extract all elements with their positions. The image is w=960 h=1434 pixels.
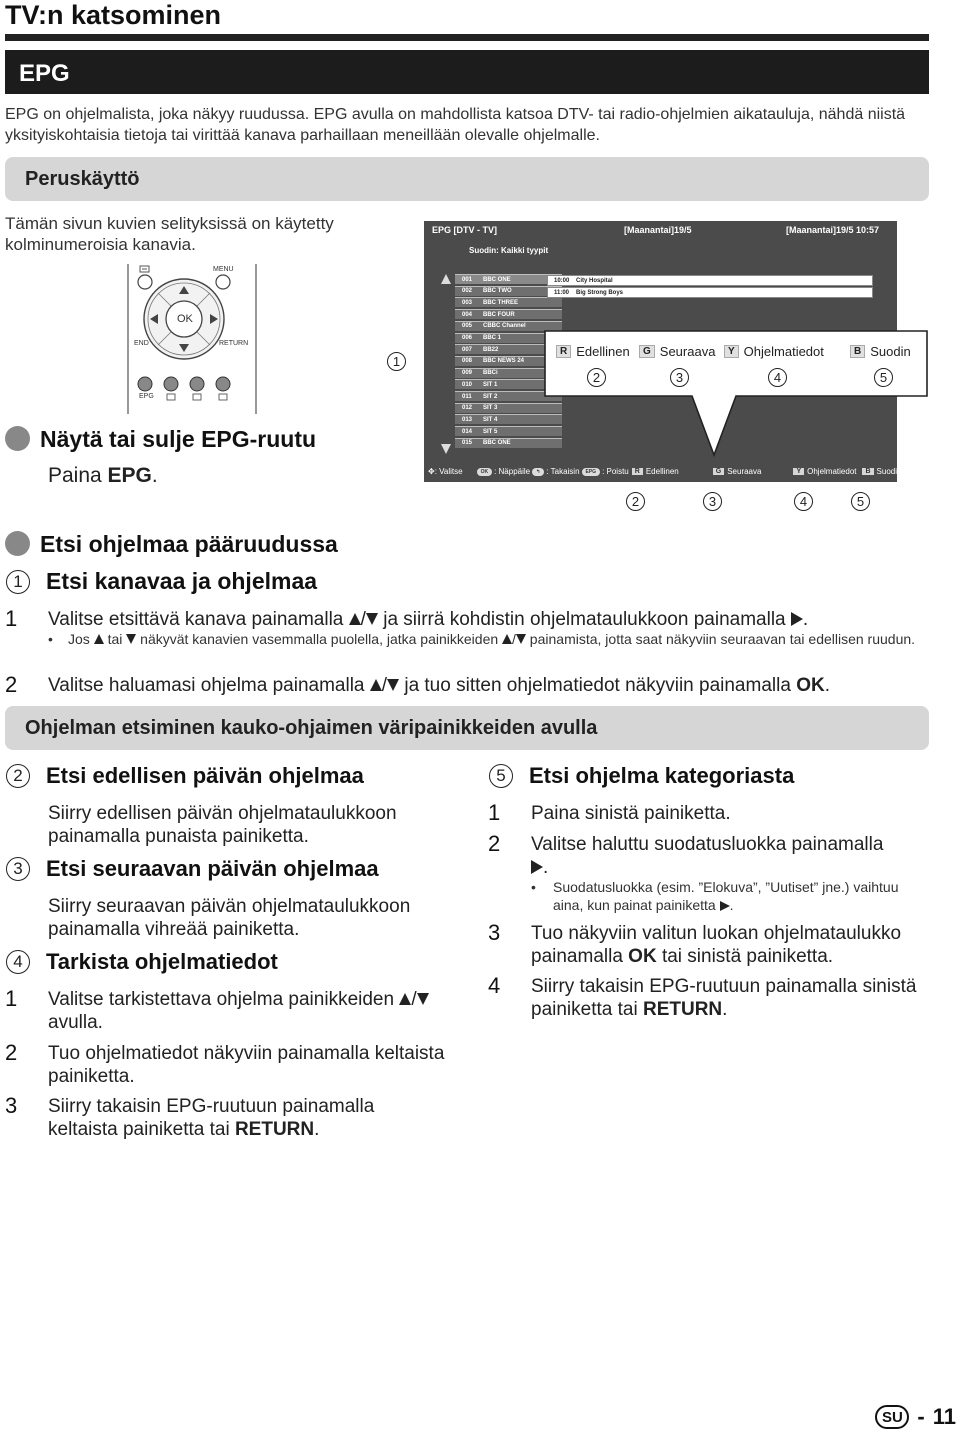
epg-filter: Suodin: Kaikki tyypit [469, 246, 549, 255]
epg-channel-name: SIT 2 [483, 393, 498, 400]
callout-item-prev [556, 344, 630, 359]
up-arrow-icon [94, 634, 104, 644]
page-footer [875, 1404, 956, 1430]
callout-y-key: Y [724, 345, 739, 358]
epg-channel-name: CBBC Channel [483, 323, 526, 330]
epg-channel-name: SIT 4 [483, 416, 498, 423]
title-divider [5, 34, 929, 41]
search-step1-number: 1 [5, 606, 18, 631]
epg-header-date: [Maanantai]19/5 [624, 225, 692, 235]
callout-marker-4: 4 [768, 368, 787, 387]
epg-programme-row[interactable] [547, 275, 873, 286]
category-heading-text: Etsi ohjelma kategoriasta [529, 763, 795, 788]
epg-channel-row[interactable] [455, 309, 562, 319]
show-epg-heading-text: Näytä tai sulje EPG-ruutu [40, 426, 317, 452]
epg-channel-row[interactable] [455, 286, 562, 296]
colour-keys-callout [544, 330, 928, 458]
callout-item-filter [850, 344, 911, 359]
callout-b-key: B [850, 345, 865, 358]
epg-legend-exit: : Poistu [602, 467, 629, 476]
epg-channel-number: 015 [462, 440, 473, 447]
epg-legend-y-key: Y [793, 468, 804, 475]
epg-nav-icon: ✥ [428, 467, 435, 476]
search-sub-heading-text: Etsi kanavaa ja ohjelmaa [46, 568, 318, 594]
up-arrow-icon [349, 613, 361, 625]
epg-channel-number: 004 [462, 311, 473, 318]
programme-info-heading-text: Tarkista ohjelmatiedot [46, 949, 278, 974]
epg-channel-name: SIT 3 [483, 405, 498, 412]
epg-legend-back-key: ↰ [532, 468, 544, 476]
section-title-bar [5, 50, 929, 94]
up-arrow-icon [502, 634, 512, 644]
epg-legend-info: Ohjelmatiedot [807, 467, 857, 476]
cat-step2-text: Valitse haluttu suodatusluokka painamalla . [531, 834, 884, 878]
search-bullet-dot: • [48, 631, 53, 647]
epg-channel-number: 001 [462, 276, 473, 283]
right-arrow-icon [720, 901, 730, 911]
epg-legend-r-key: R [632, 468, 643, 475]
epg-legend-back: : Takaisin [546, 467, 580, 476]
language-badge: SU [875, 1405, 909, 1429]
programme-info-marker: 4 [6, 950, 30, 974]
prev-day-heading-text: Etsi edellisen päivän ohjelmaa [46, 763, 364, 788]
search-subheading [6, 568, 317, 595]
info-step1-text: Valitse tarkistettava ohjelma painikkeiden / avulla. [48, 988, 448, 1034]
callout-filter-label: Suodin [870, 344, 911, 359]
epg-programme-title: Big Strong Boys [576, 289, 624, 296]
down-arrow-icon [126, 634, 136, 644]
colour-keys-title: Ohjelman etsiminen kauko-ohjaimen väripainikkeiden avulla [25, 716, 598, 739]
bullet-dot-icon [5, 426, 30, 451]
programme-info-heading [6, 949, 278, 975]
show-epg-instruction: Paina EPG. [48, 464, 158, 487]
colour-keys-bar [5, 706, 929, 750]
category-heading [489, 763, 794, 789]
info-step2-number: 2 [5, 1040, 18, 1065]
epg-channel-name: BBCi [483, 370, 498, 377]
epg-legend [424, 465, 902, 478]
epg-channel-number: 002 [462, 288, 473, 295]
up-arrow-icon [399, 993, 411, 1005]
search-step1-text: Valitse etsittävä kanava painamalla / ja siirrä kohdistin ohjelmataulukkoon painamalla . [48, 609, 809, 630]
epg-key-ref: EPG [107, 464, 152, 487]
epg-channel-number: 010 [462, 381, 473, 388]
callout-prev-label: Edellinen [576, 344, 630, 359]
intro-paragraph: EPG on ohjelmalista, joka näkyy ruudussa. EPG avulla on mahdollista katsoa DTV- tai radio-ohjelmien aikatauluja, nähdä niistä yksityiskohtaisia tietoja tai virittää kanava parhaillaan meneillään olevalle ohjelmalle. [5, 106, 906, 144]
epg-channel-name: BB22 [483, 346, 499, 353]
search-step2-number: 2 [5, 672, 18, 697]
callout-next-label: Seuraava [659, 344, 716, 359]
remote-return-label: RETURN [219, 340, 249, 347]
right-arrow-icon [791, 612, 803, 626]
epg-scroll-up-icon [441, 274, 451, 284]
epg-legend-next: Seuraava [727, 467, 762, 476]
search-sub-marker: 1 [6, 570, 30, 594]
basic-usage-note: Tämän sivun kuvien selityksissä on käytetty kolminumeroisia kanavia. [5, 214, 334, 254]
epg-header-datetime: [Maanantai]19/5 10:57 [786, 225, 880, 235]
epg-channel-number: 008 [462, 358, 473, 365]
prev-day-text: Siirry edellisen päivän ohjelmataulukkoon painamalla punaista painiketta. [48, 803, 397, 847]
page-title: TV:n katsominen [5, 0, 222, 30]
prev-day-heading [6, 763, 364, 789]
info-step2-text: Tuo ohjelmatiedot näkyviin painamalla keltaista painiketta. [48, 1043, 445, 1087]
epg-channel-number: 003 [462, 299, 473, 306]
screen-marker-5: 5 [851, 492, 870, 511]
down-arrow-icon [417, 993, 429, 1005]
category-marker: 5 [489, 764, 513, 788]
epg-programme-title: City Hospital [576, 277, 613, 284]
cat-step3-text: Tuo näkyviin valitun luokan ohjelmataulukko painamalla OK tai sinistä painiketta. [531, 923, 902, 967]
cat-bullet-dot: • [531, 879, 536, 895]
prev-day-marker: 2 [6, 764, 30, 788]
epg-programme-time: 10:00 [554, 277, 570, 284]
callout-item-next [639, 344, 715, 359]
epg-channel-row[interactable] [455, 274, 562, 284]
next-day-heading [6, 856, 379, 882]
callout-marker-3: 3 [670, 368, 689, 387]
cat-step1-number: 1 [488, 800, 501, 825]
epg-channel-number: 005 [462, 323, 473, 330]
epg-channel-row[interactable] [455, 297, 562, 307]
callout-item-info [724, 344, 824, 359]
marker-1: 1 [387, 352, 406, 371]
epg-programme-row[interactable] [547, 287, 873, 298]
page-number-prefix: - [917, 1404, 925, 1429]
epg-channel-number: 012 [462, 405, 473, 412]
next-day-heading-text: Etsi seuraavan päivän ohjelmaa [46, 856, 379, 881]
remote-end-label: END [134, 340, 149, 347]
callout-g-key: G [639, 345, 655, 358]
cat-step2-number: 2 [488, 831, 501, 856]
search-step2-text: Valitse haluamasi ohjelma painamalla / ja tuo sitten ohjelmatiedot näkyviin painamalla OK. [48, 675, 830, 696]
search-heading [5, 531, 338, 558]
cat-step4-number: 4 [488, 973, 501, 998]
right-arrow-icon [531, 860, 543, 874]
info-step3-number: 3 [5, 1093, 18, 1118]
epg-channel-name: BBC ONE [483, 440, 511, 447]
remote-ok-label: OK [177, 313, 193, 325]
epg-programme-time: 11:00 [554, 289, 570, 296]
callout-r-key: R [556, 345, 571, 358]
next-day-text: Siirry seuraavan päivän ohjelmataulukkoon painamalla vihreää painiketta. [48, 896, 411, 940]
epg-legend-prev: Edellinen [645, 467, 679, 476]
callout-info-label: Ohjelmatiedot [743, 344, 824, 359]
epg-channel-number: 007 [462, 346, 473, 353]
basic-usage-bar [5, 157, 929, 201]
cat-step3-number: 3 [488, 920, 501, 945]
screen-marker-3: 3 [703, 492, 722, 511]
epg-legend-select: : Valitse [434, 467, 463, 476]
epg-legend-g-key: G [713, 468, 724, 475]
cat-step1-text: Paina sinistä painiketta. [531, 803, 731, 824]
epg-channel-number: 009 [462, 370, 473, 377]
epg-channel-number: 011 [462, 393, 472, 400]
remote-epg-label: EPG [139, 393, 154, 400]
epg-channel-name: BBC THREE [483, 299, 519, 306]
epg-channel-name: BBC NEWS 24 [483, 358, 525, 365]
epg-legend-b-key: B [862, 468, 873, 475]
epg-legend-ok-key: OK [477, 468, 493, 476]
epg-legend-epg-key: EPG [582, 468, 601, 476]
info-step1-number: 1 [5, 986, 18, 1011]
search-heading-text: Etsi ohjelmaa pääruudussa [40, 531, 338, 557]
remote-control-illustration [122, 262, 262, 418]
epg-channel-number: 006 [462, 335, 473, 341]
epg-channel-number: 014 [462, 428, 473, 435]
epg-legend-view: : Näppäile [494, 467, 531, 476]
remote-menu-label: MENU [213, 266, 234, 273]
epg-channel-name: BBC ONE [483, 276, 511, 283]
cat-step4-text: Siirry takaisin EPG-ruutuun painamalla sinistä painiketta tai RETURN. [531, 976, 917, 1020]
down-arrow-icon [516, 634, 526, 644]
down-arrow-icon [387, 679, 399, 691]
screen-marker-2: 2 [626, 492, 645, 511]
page-number: 11 [932, 1404, 956, 1429]
epg-header-source: EPG [DTV - TV] [432, 225, 497, 235]
epg-channel-name: SIT 1 [483, 381, 498, 388]
bullet-dot-icon [5, 531, 30, 556]
epg-scroll-down-icon [441, 444, 451, 454]
next-day-marker: 3 [6, 857, 30, 881]
search-bullet-text: Jos tai näkyvät kanavien vasemmalla puolella, jatka painikkeiden / painamista, jotta saat näkyviin seuraavan tai edellisen ruudun. [68, 631, 916, 647]
epg-channel-name: BBC TWO [483, 288, 512, 295]
up-arrow-icon [370, 679, 382, 691]
down-arrow-icon [366, 613, 378, 625]
epg-channel-name: BBC 1 [483, 335, 502, 341]
epg-channel-name: BBC FOUR [483, 311, 515, 318]
basic-usage-title: Peruskäyttö [25, 167, 140, 190]
epg-channel-name: SIT 5 [483, 428, 498, 435]
callout-marker-2: 2 [587, 368, 606, 387]
screen-marker-4: 4 [794, 492, 813, 511]
callout-marker-5: 5 [874, 368, 893, 387]
info-step3-text: Siirry takaisin EPG-ruutuun painamalla keltaista painiketta tai RETURN. [48, 1096, 375, 1140]
section-title: EPG [19, 60, 70, 87]
epg-channel-number: 013 [462, 416, 473, 423]
show-epg-heading [5, 426, 316, 453]
cat-bullet-text: Suodatusluokka (esim. ”Elokuva”, ”Uutiset” jne.) vaihtuu aina, kun painat painiketta . [553, 879, 899, 913]
epg-legend-filter: Suodin [876, 467, 902, 476]
epg-scroll-arrows [440, 274, 452, 454]
